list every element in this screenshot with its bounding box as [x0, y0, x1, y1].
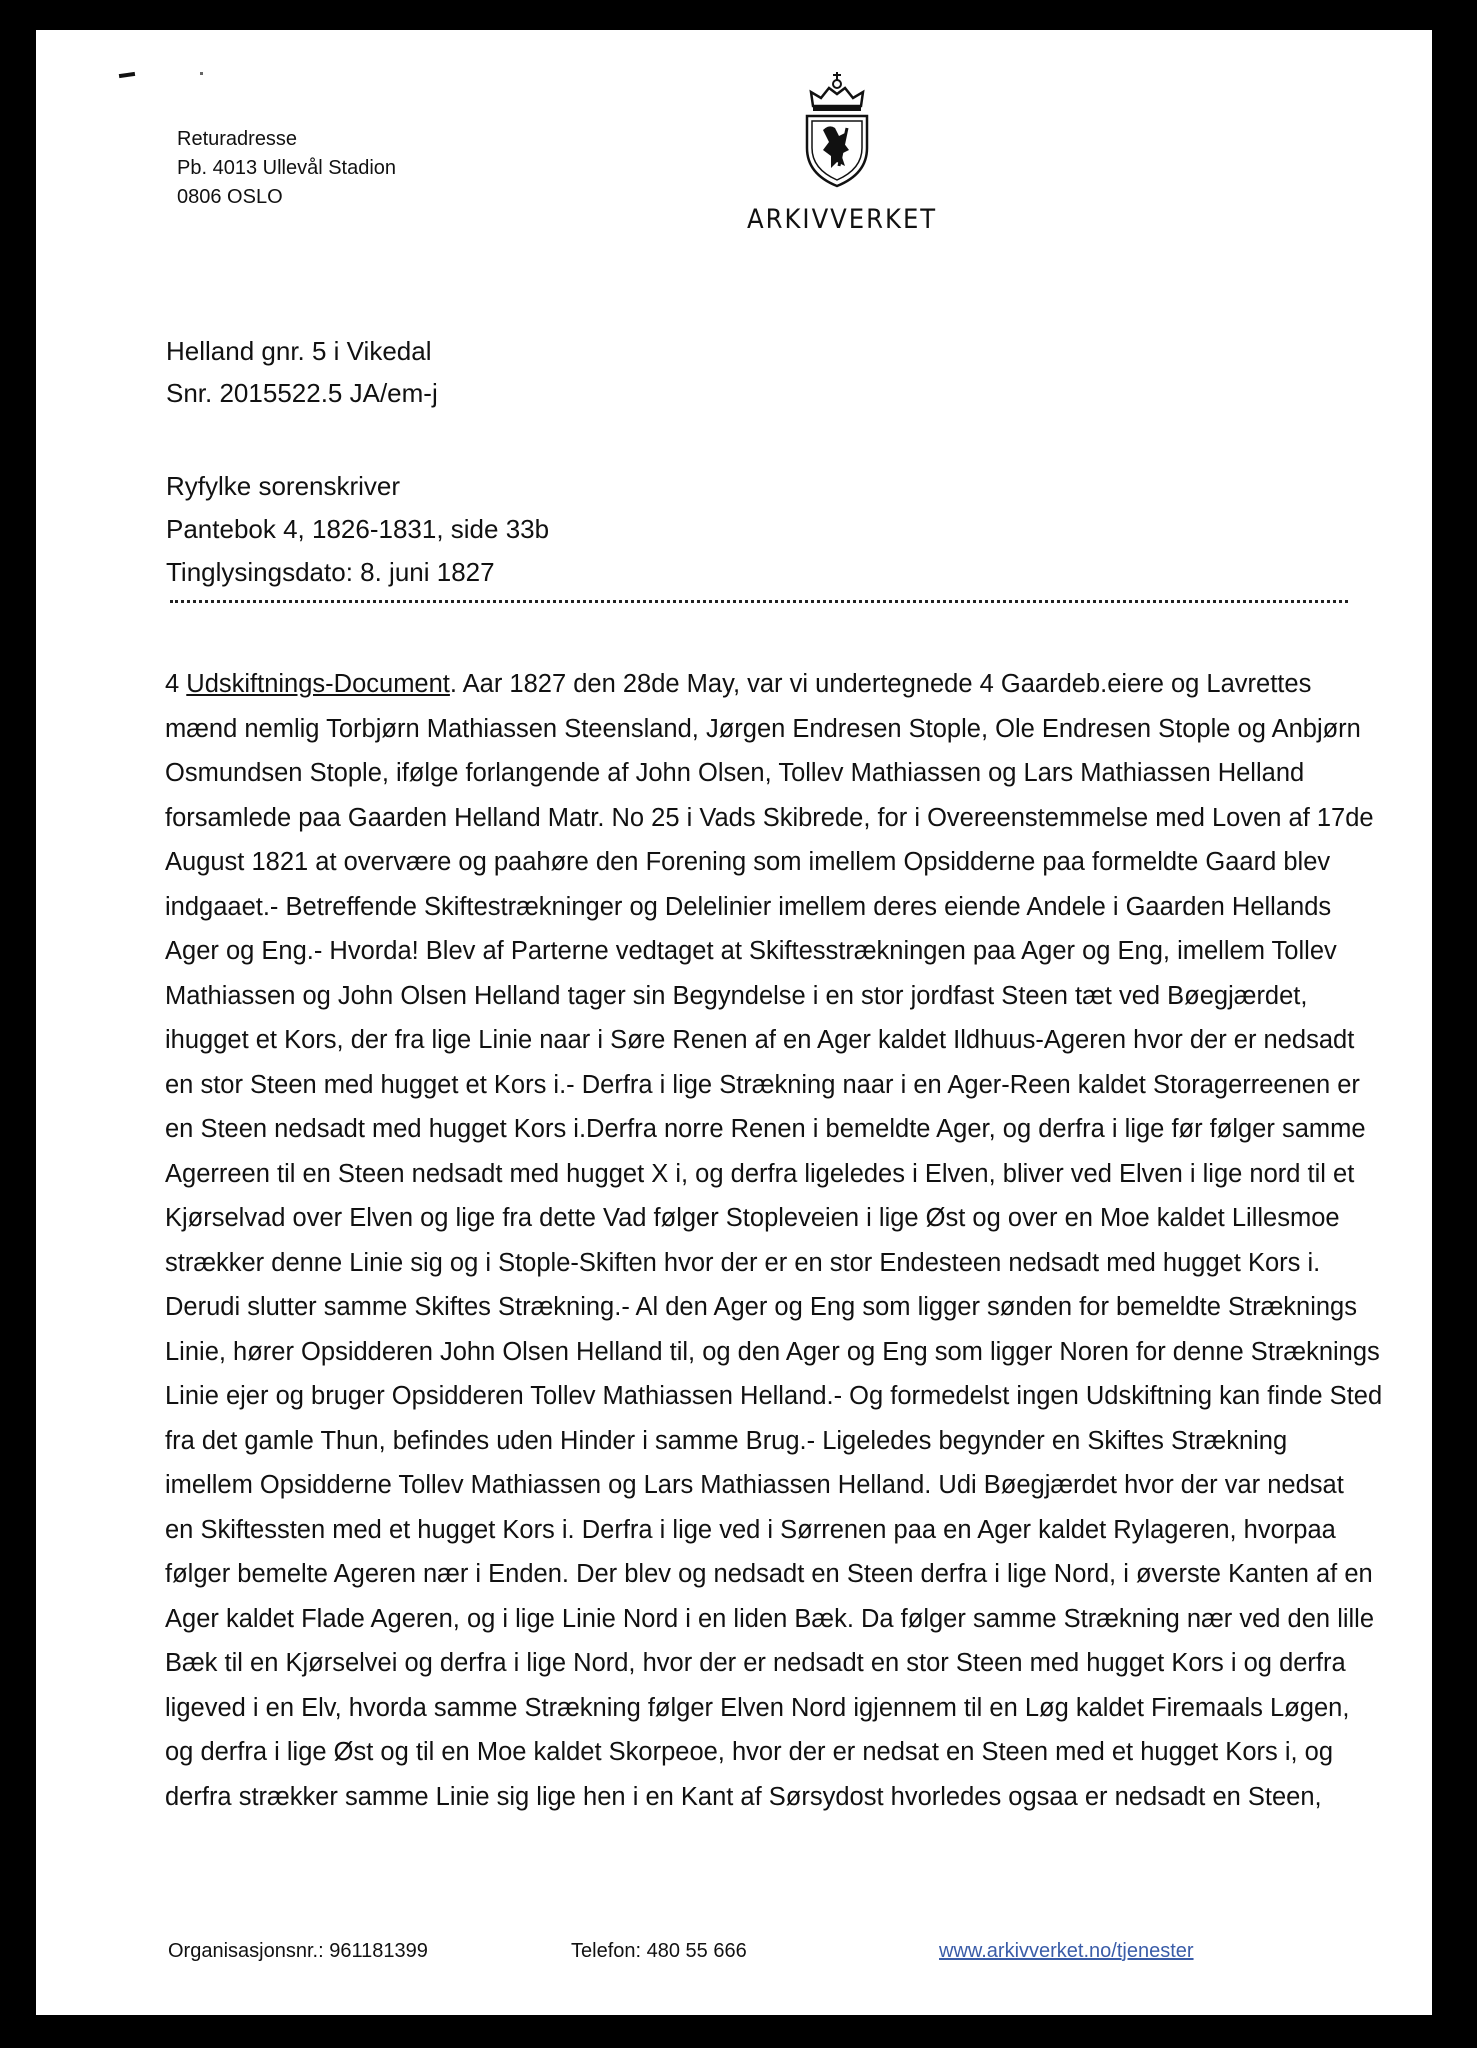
body-line: derfra strækker samme Linie sig lige hen i en Kant af Sørsydost hvorledes ogsaa er nedsadt en Steen, — [165, 1782, 1322, 1811]
registration-date: Tinglysingsdato: 8. juni 1827 — [166, 557, 495, 587]
logo-name: ARKIVVERKET — [747, 204, 938, 235]
return-address-po-box: Pb. 4013 Ullevål Stadion — [177, 157, 397, 179]
body-line: Derudi slutter samme Skiftes Strækning.- Al den Ager og Eng som ligger sønden for bemeldte Stræknings — [165, 1293, 1357, 1321]
document-title: Udskiftnings-Document — [186, 670, 450, 698]
body-line: en stor Steen med hugget et Kors i.- Derfra i lige Strækning naar i en Ager-Reen kaldet Storagerreenen er — [165, 1070, 1360, 1099]
body-line: Agerreen til en Steen nedsadt med hugget X i, og derfra ligeledes i Elven, bliver ved Elven i lige nord til et — [165, 1159, 1355, 1188]
footer-org-number: Organisasjonsnr.: 961181399 — [168, 1940, 428, 1962]
document-page — [36, 30, 1432, 2015]
body-first-line — [165, 662, 1455, 707]
property-reference: Helland gnr. 5 i Vikedal — [166, 336, 432, 366]
body-first-line-text: . Aar 1827 den 28de May, var vi undertegnede 4 Gaardeb.eiere og Lavrettes — [449, 670, 1312, 698]
document-body — [165, 662, 1455, 1819]
return-address-label: Returadresse — [177, 128, 298, 150]
body-prefix: 4 — [165, 670, 187, 698]
body-line: Mathiassen og John Olsen Helland tager sin Begyndelse i en stor jordfast Steen tæt ved Bøegjærdet, — [165, 981, 1308, 1010]
body-line: ihugget et Kors, der fra lige Linie naar i Søre Renen af en Ager kaldet Ildhuus-Ageren hvor der er nedsadt — [165, 1026, 1355, 1054]
body-line: imellem Opsidderne Tollev Mathiassen og Lars Mathiassen Helland. Udi Bøegjærdet hvor der var nedsat — [165, 1471, 1344, 1499]
body-line: mænd nemlig Torbjørn Mathiassen Steensland, Jørgen Endresen Stople, Ole Endresen Stople og Anbjørn — [165, 714, 1361, 743]
body-line: Linie ejer og bruger Opsidderen Tollev Mathiassen Helland.- Og formedelst ingen Udskiftning kan finde Sted — [165, 1382, 1383, 1410]
body-line: en Skiftessten med et hugget Kors i. Derfra i lige ved i Sørrenen paa en Ager kaldet Rylageren, hvorpaa — [165, 1515, 1336, 1544]
body-line: August 1821 at overvære og paahøre den Forening som imellem Opsidderne paa formeldte Gaard blev — [165, 848, 1331, 876]
case-reference — [166, 330, 438, 414]
body-line: og derfra i lige Øst og til en Moe kaldet Skorpeoe, hvor der er nedsat en Steen med et hugget Kors i, og — [165, 1738, 1334, 1766]
return-address-city: 0806 OSLO — [177, 186, 283, 208]
body-line: fra det gamle Thun, befindes uden Hinder i samme Brug.- Ligeledes begynder en Skiftes Strækning — [165, 1426, 1288, 1455]
dotted-separator — [170, 600, 1348, 603]
body-lines — [165, 707, 1455, 1820]
body-line: følger bemelte Ageren nær i Enden. Der blev og nedsadt en Steen derfra i lige Nord, i øverste Kanten af en — [165, 1560, 1373, 1588]
body-line: indgaaet.- Betreffende Skiftestrækninger og Delelinier imellem deres eiende Andele i Gaarden Hellands — [165, 892, 1332, 921]
source-office: Ryfylke sorenskriver — [166, 471, 401, 501]
return-address — [177, 125, 396, 212]
case-number: Snr. 2015522.5 JA/em-j — [166, 378, 438, 408]
body-line: forsamlede paa Gaarden Helland Matr. No 25 i Vads Skibrede, for i Overeenstemmelse med Loven af 17de — [165, 803, 1374, 832]
scan-speck — [119, 72, 135, 78]
body-line: Kjørselvad over Elven og lige fra dette Vad følger Stopleveien i lige Øst og over en Moe kaldet Lillesmoe — [165, 1204, 1340, 1232]
body-line: Linie, hører Opsidderen John Olsen Helland til, og den Ager og Eng som ligger Noren for denne Stræknings — [165, 1337, 1380, 1366]
body-line: Ager og Eng.- Hvorda! Blev af Parterne vedtaget at Skiftesstrækningen paa Ager og Eng, imellem Tollev — [165, 937, 1337, 965]
body-line: en Steen nedsadt med hugget Kors i.Derfra norre Renen i bemeldte Ager, og derfra i lige før følger samme — [165, 1115, 1366, 1143]
arkivverket-logo — [747, 70, 938, 235]
source-book: Pantebok 4, 1826-1831, side 33b — [166, 514, 550, 544]
footer-phone: Telefon: 480 55 666 — [571, 1940, 747, 1962]
body-line: Osmundsen Stople, ifølge forlangende af John Olsen, Tollev Mathiassen og Lars Mathiassen Helland — [165, 759, 1305, 787]
body-line: Ager kaldet Flade Ageren, og i lige Linie Nord i en liden Bæk. Da følger samme Strækning nær ved den lille — [165, 1604, 1375, 1633]
norwegian-coat-of-arms-icon — [799, 70, 875, 188]
body-line: strækker denne Linie sig og i Stople-Skiften hvor der er en stor Endesteen nedsadt med hugget Kors i. — [165, 1248, 1321, 1277]
source-reference — [166, 465, 549, 594]
scan-speck — [200, 72, 203, 75]
footer-website-link[interactable]: www.arkivverket.no/tjenester — [939, 1940, 1194, 1962]
body-line: Bæk til en Kjørselvei og derfra i lige Nord, hvor der er nedsadt en stor Steen med hugget Kors i og derfra — [165, 1649, 1346, 1677]
body-line: ligeved i en Elv, hvorda samme Strækning følger Elven Nord igjennem til en Løg kaldet Firemaals Løgen, — [165, 1693, 1350, 1722]
